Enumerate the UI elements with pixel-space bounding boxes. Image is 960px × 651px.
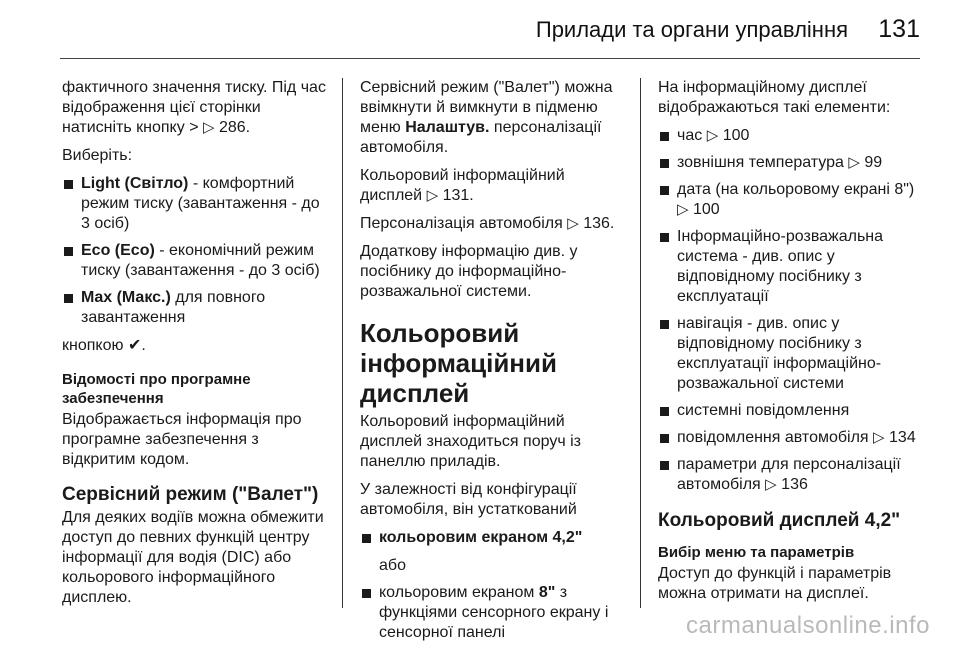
list-item: навігація - див. опис у відповідному посібнику з експлуатації інформаційно-розважальної системи	[658, 314, 926, 394]
display-type-list	[360, 528, 628, 643]
page-ref-icon: ▷	[567, 215, 579, 232]
column-divider-1	[342, 78, 343, 608]
page-ref-link[interactable]: 134	[889, 429, 916, 446]
paragraph: фактичного значення тиску. Під час відображення цієї сторінки натисніть кнопку > ▷ 286.	[62, 79, 326, 136]
list-item: зовнішня температура ▷ 99	[658, 153, 926, 173]
list-item: Інформаційно-розважальна система - див. опис у відповідному посібнику з експлуатації	[658, 227, 926, 307]
page-ref-link[interactable]: 136	[781, 476, 808, 493]
section-heading: Відомості про програмне забезпечення	[62, 371, 251, 407]
page-ref-link[interactable]: 286.	[218, 119, 251, 136]
paragraph: Додаткову інформацію див. у посібнику до інформаційно-розважальної системи.	[360, 243, 578, 300]
page-ref-link[interactable]: 99	[864, 154, 883, 171]
page-ref-icon: ▷	[873, 429, 885, 446]
page-ref-icon: ▷	[765, 476, 777, 493]
list-item: параметри для персоналізації автомобіля ▷ 136	[658, 455, 926, 495]
column-1	[62, 78, 330, 616]
paragraph: Кольоровий інформаційний дисплей ▷ 131.	[360, 167, 565, 204]
list-item: системні повідомлення	[658, 401, 926, 421]
paragraph: кнопкою ✔.	[62, 337, 146, 354]
page-ref-link[interactable]: 100	[693, 201, 720, 218]
page-ref-link[interactable]: 136.	[583, 215, 615, 232]
watermark: carmanualsonline.info	[686, 612, 930, 639]
page-ref-link[interactable]: 131.	[442, 187, 474, 204]
paragraph: На інформаційному дисплеї відображаються такі елементи:	[658, 79, 891, 116]
list-item: повідомлення автомобіля ▷ 134	[658, 428, 926, 448]
list-item: кольоровим екраном 8" з функціями сенсорного екрану і сенсорної панелі	[360, 583, 628, 643]
paragraph: Кольоровий інформаційний дисплей знаходиться поруч із панеллю приладів.	[360, 413, 581, 470]
page-title: Прилади та органи управління	[535, 17, 848, 42]
page-header	[0, 0, 960, 58]
section-heading: Вибір меню та параметрів	[658, 544, 855, 561]
paragraph: Відображається інформація про програмне забезпечення з відкритим кодом.	[62, 411, 302, 468]
column-divider-2	[640, 78, 641, 608]
paragraph: Для деяких водіїв можна обмежити доступ до певних функцій центру інформації для водія (DIC) або кольорового інформаційного дисплею.	[62, 509, 324, 606]
paragraph: Виберіть:	[62, 147, 133, 164]
list-item: Light (Світло) - комфортний режим тиску (завантаження - до 3 осіб)	[62, 174, 330, 234]
page-ref-link[interactable]: 100	[722, 127, 750, 144]
pressure-mode-list	[62, 174, 330, 328]
page-ref-icon: ▷	[677, 201, 689, 218]
paragraph: Доступ до функцій і параметрів можна отримати на дисплеї.	[658, 565, 892, 602]
page-ref-icon: ▷	[426, 187, 439, 204]
next-icon: >	[189, 119, 199, 136]
list-item: Max (Макс.) для повного завантаження	[62, 288, 330, 328]
page-ref-icon: ▷	[848, 154, 860, 171]
page-ref-icon: ▷	[706, 127, 719, 144]
section-heading: Сервісний режим ("Валет")	[62, 484, 319, 505]
paragraph: У залежності від конфігурації автомобіля, він устаткований	[360, 481, 577, 518]
column-2	[360, 78, 628, 651]
section-heading: Кольоровий дисплей 4,2"	[658, 510, 901, 531]
page-ref-icon: ▷	[202, 119, 215, 136]
display-elements-list	[658, 126, 926, 495]
list-item: кольоровим екраном 4,2" або	[360, 528, 628, 576]
list-item: Eco (Eco) - економічний режим тиску (завантаження - до 3 осіб)	[62, 241, 330, 281]
list-item: час ▷ 100	[658, 126, 926, 146]
header-divider	[60, 58, 920, 59]
paragraph: Сервісний режим ("Валет") можна ввімкнути й вимкнути в підменю меню Налаштув. персоналізації автомобіля.	[360, 79, 613, 156]
column-3	[658, 78, 926, 612]
check-icon: ✔	[127, 337, 142, 354]
section-heading: Кольоровий інформаційний дисплей	[360, 318, 557, 408]
list-item: дата (на кольоровому екрані 8") ▷ 100	[658, 180, 926, 220]
paragraph: Персоналізація автомобіля ▷ 136.	[360, 215, 615, 232]
page-number: 131	[878, 15, 920, 43]
